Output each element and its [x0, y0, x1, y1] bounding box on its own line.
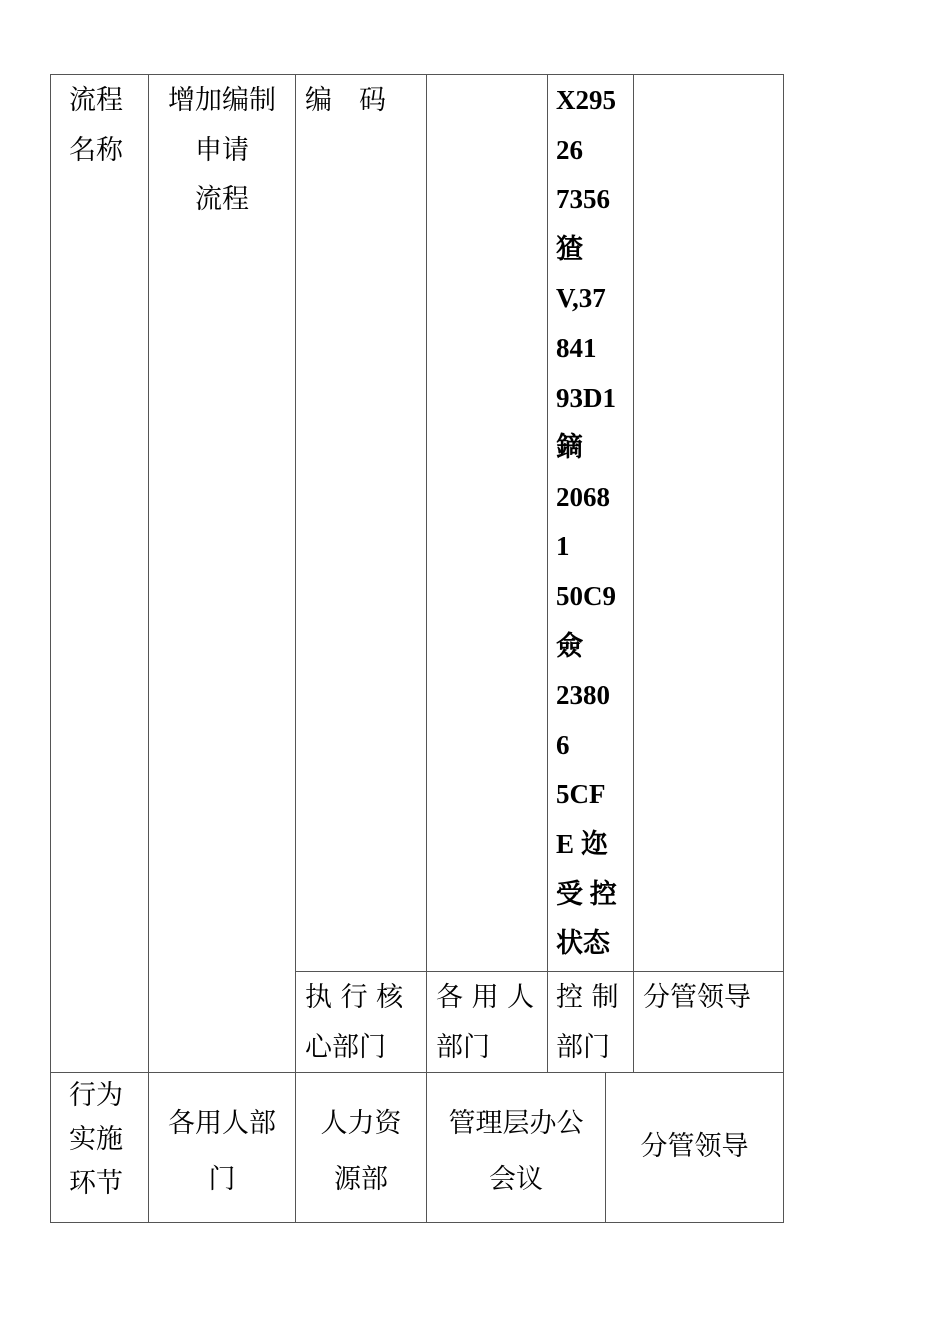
code-line: X295: [556, 85, 616, 115]
process-name-label: 流程名称: [69, 85, 123, 166]
process-name-line: 流程: [195, 184, 249, 216]
code-line: 1: [556, 531, 570, 562]
step-hr-dept: 人力资 源部: [320, 1108, 402, 1195]
code-line: 26: [556, 134, 583, 165]
process-name-line: 申请: [195, 134, 249, 166]
grid-line: [295, 971, 784, 972]
code-line: 5CF: [556, 779, 606, 810]
dept-leader: 分管领导: [643, 982, 751, 1013]
code-line: 93D1: [556, 382, 616, 413]
step-leader: 分管领导: [640, 1131, 749, 1162]
code-line: 50C9: [556, 580, 616, 611]
grid-line: [295, 74, 296, 1223]
grid-line: [426, 74, 427, 1223]
code-value: [556, 76, 632, 969]
implementation-label-line: 行为: [69, 1080, 123, 1111]
dept-employing: 各 用 人 部门: [436, 982, 535, 1063]
grid-line: [148, 74, 149, 1223]
code-line: 僉: [556, 630, 583, 661]
grid-line: [633, 74, 634, 1072]
code-line: 鏑: [556, 432, 583, 463]
code-line: 2380: [556, 680, 610, 711]
code-line: 6: [556, 729, 570, 760]
code-line: 猹: [556, 233, 583, 264]
process-name-value: [150, 76, 294, 225]
code-line: E 迩: [556, 828, 608, 859]
code-line: 841: [556, 332, 597, 363]
grid-line: [547, 74, 548, 1072]
process-name-line: 增加编制: [168, 85, 276, 116]
step-management-meeting: 管理层办公 会议: [448, 1108, 584, 1195]
implementation-label-line: 环节: [69, 1168, 123, 1199]
dept-execution-core: 执 行 核 心部门: [305, 982, 404, 1063]
dept-control: 控 制 部门: [556, 982, 619, 1063]
code-line: 7356: [556, 184, 610, 215]
code-label: 编 码: [305, 85, 386, 116]
code-line: V,37: [556, 283, 606, 314]
step-employing-dept: 各用人部 门: [168, 1108, 276, 1195]
implementation-label: [69, 1074, 139, 1206]
code-line: 状态: [556, 928, 610, 959]
implementation-label-line: 实施: [69, 1124, 123, 1155]
process-table: [50, 74, 784, 1223]
grid-line: [50, 1072, 784, 1073]
code-line: 受 控: [556, 878, 617, 909]
code-line: 2068: [556, 481, 610, 512]
